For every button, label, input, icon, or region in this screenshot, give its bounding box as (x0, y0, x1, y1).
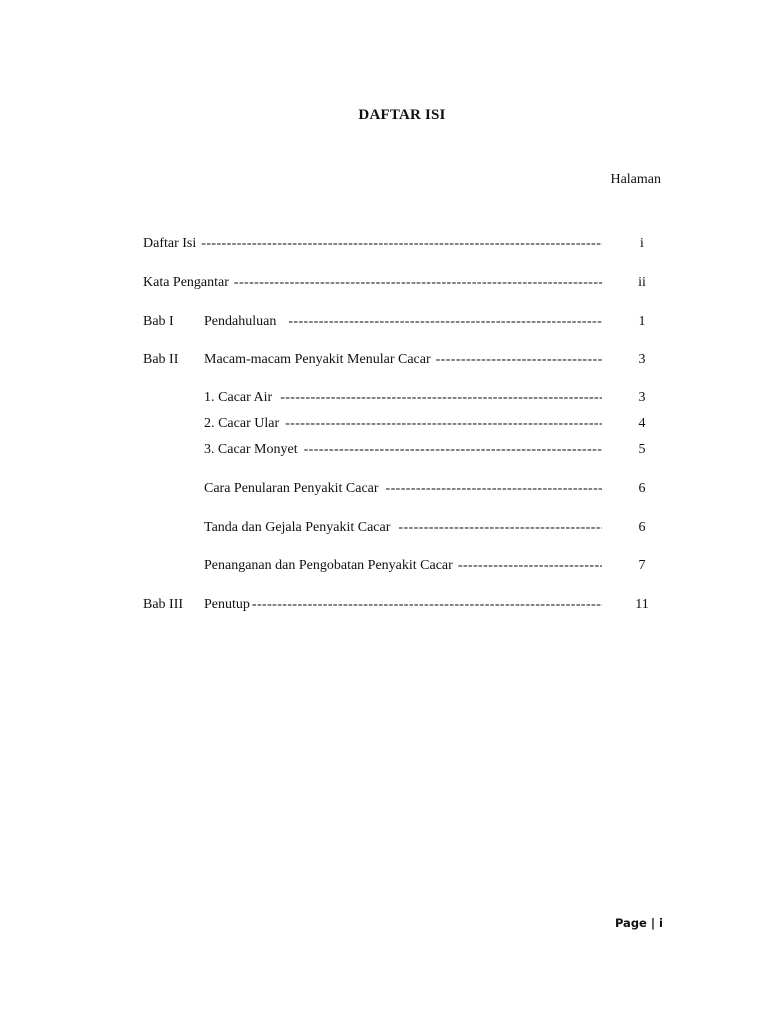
toc-entry-daftar-isi (0, 236, 768, 256)
toc-entry-page: 4 (638, 416, 646, 431)
toc-entry-kata-pengantar (0, 275, 768, 295)
toc-entry-bab-1 (0, 314, 768, 334)
dot-leader (234, 275, 602, 291)
list-number: 1. (204, 390, 215, 405)
dot-leader (252, 597, 602, 613)
toc-entry-penanganan (0, 558, 768, 578)
toc-entry-line (204, 314, 602, 330)
toc-entry-line (204, 442, 602, 458)
toc-entry-line (143, 236, 602, 252)
list-number: 2. (204, 416, 215, 431)
toc-entry-line (204, 558, 602, 574)
toc-entry-label: Pendahuluan (204, 314, 277, 329)
toc-entry-label: Cacar Air (218, 390, 273, 405)
toc-entry-label: Cacar Monyet (217, 442, 298, 457)
dot-leader (386, 481, 602, 497)
chapter-label: Bab I (143, 314, 174, 329)
toc-entry-page: ii (638, 275, 646, 290)
toc-entry-label: Penutup (204, 597, 250, 612)
dot-leader (436, 352, 602, 368)
toc-entry-page: 6 (638, 481, 646, 496)
toc-entry-label: Cara Penularan Penyakit Cacar (204, 481, 379, 496)
toc-entry-label: Macam-macam Penyakit Menular Cacar (204, 352, 431, 367)
dot-leader (288, 314, 602, 330)
dot-leader (280, 390, 602, 406)
toc-subentry-cacar-ular (0, 416, 768, 436)
page-column-header: Halaman (610, 172, 661, 187)
toc-entry-page: 1 (638, 314, 646, 329)
dot-leader (285, 416, 602, 432)
list-number: 3. (204, 442, 215, 457)
toc-title: DAFTAR ISI (358, 107, 446, 123)
toc-entry-line (204, 390, 602, 406)
toc-entry-page: 11 (635, 597, 649, 612)
toc-subentry-cacar-air (0, 390, 768, 410)
toc-entry-label: Daftar Isi (143, 236, 197, 251)
toc-entry-page: 7 (638, 558, 646, 573)
dot-leader (201, 236, 602, 252)
toc-entry-line (204, 416, 602, 432)
toc-entry-label: Tanda dan Gejala Penyakit Cacar (204, 520, 391, 535)
toc-entry-line (143, 275, 602, 291)
toc-subentry-cacar-monyet (0, 442, 768, 462)
toc-entry-label: Penanganan dan Pengobatan Penyakit Cacar (204, 558, 453, 573)
toc-entry-tanda-gejala (0, 520, 768, 540)
toc-entry-line (204, 520, 602, 536)
chapter-label: Bab III (143, 597, 184, 612)
dot-leader (458, 558, 602, 574)
toc-entry-line (204, 352, 602, 368)
chapter-label: Bab II (143, 352, 179, 367)
dot-leader (398, 520, 602, 536)
toc-entry-page: i (640, 236, 644, 251)
toc-entry-page: 3 (638, 390, 646, 405)
toc-entry-page: 3 (638, 352, 646, 367)
toc-entry-page: 5 (638, 442, 646, 457)
toc-entry-line (204, 597, 602, 613)
toc-entry-bab-3 (0, 597, 768, 617)
page-footer: Page | i (614, 916, 663, 930)
toc-entry-line (204, 481, 602, 497)
toc-entry-label: Cacar Ular (218, 416, 280, 431)
dot-leader (304, 442, 602, 458)
toc-entry-bab-2 (0, 352, 768, 372)
toc-entry-page: 6 (638, 520, 646, 535)
toc-entry-cara-penularan (0, 481, 768, 501)
toc-entry-label: Kata Pengantar (143, 275, 229, 290)
